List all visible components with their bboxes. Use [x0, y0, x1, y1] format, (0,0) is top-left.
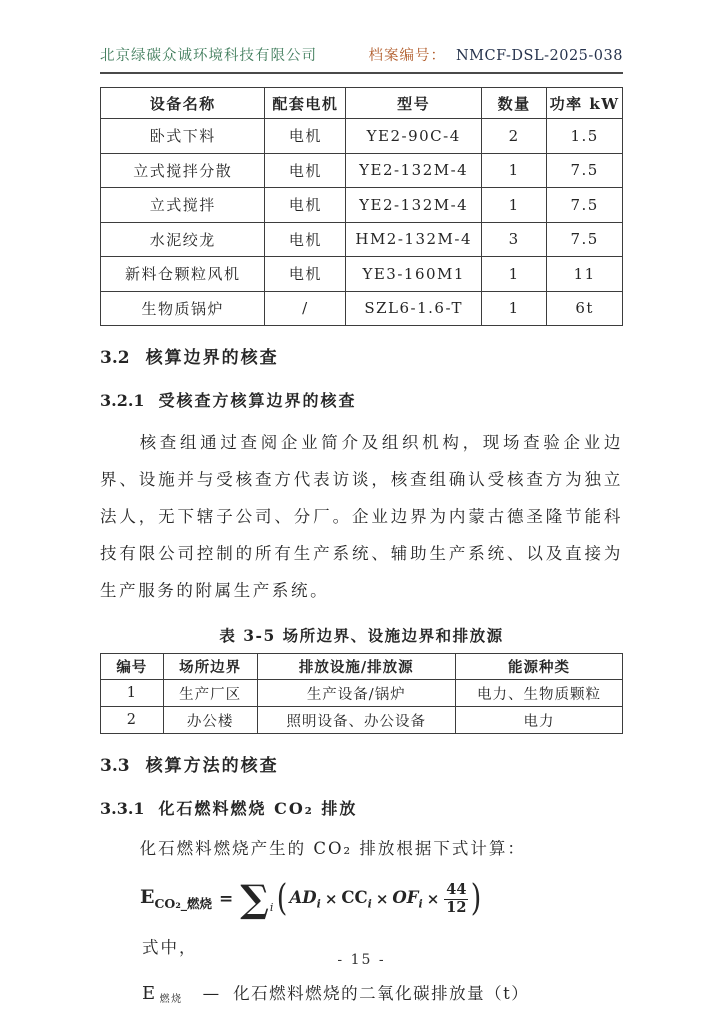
symbol-definition-line — [142, 980, 623, 1004]
cell-device-name: 卧式下料 — [101, 119, 265, 154]
cell-number: 1 — [101, 680, 164, 707]
term-carbon-content: $CC_i$ — [341, 887, 372, 911]
where-label: 式中， — [142, 938, 198, 957]
col-header-model: 型号 — [346, 88, 482, 119]
fraction-denominator: 12 — [446, 898, 467, 916]
left-paren: ( — [277, 877, 288, 919]
cell-quantity: 3 — [482, 222, 547, 257]
cell-power: 11 — [547, 257, 623, 292]
cell-motor: 电机 — [265, 188, 346, 223]
page-header — [100, 44, 623, 74]
table-row — [101, 188, 623, 223]
col-header-number: 编号 — [101, 654, 164, 680]
cell-model: YE3-160M1 — [346, 257, 482, 292]
section-number: 3.3 — [100, 756, 130, 776]
section-number: 3.2.1 — [100, 391, 145, 410]
col-header-emission-facility: 排放设施/排放源 — [257, 654, 455, 680]
boundary-paragraph: 核查组通过查阅企业简介及组织机构，现场查验企业边界、设施并与受核查方代表访谈，核查组确认受核查方为独立法人，无下辖子公司、分厂。企业边界为内蒙古德圣隆节能科技有限公司控制的所有生产系统、辅助生产系统、以及直接为生产服务的附属生产系统。 — [100, 433, 623, 600]
cell-model: SZL6-1.6-T — [346, 291, 482, 326]
right-paren: ) — [471, 877, 482, 919]
cell-power: 7.5 — [547, 153, 623, 188]
cell-site: 生产厂区 — [163, 680, 257, 707]
section-heading-3-2-1 — [100, 388, 623, 411]
archive-label: 档案编号： — [368, 48, 446, 64]
fraction-numerator: 44 — [446, 880, 467, 898]
table-row — [101, 119, 623, 154]
definition-dash: — — [202, 984, 220, 1003]
col-header-motor: 配套电机 — [265, 88, 346, 119]
cell-quantity: 2 — [482, 119, 547, 154]
cell-motor: 电机 — [265, 119, 346, 154]
archive-code: NMCF-DSL-2025-038 — [455, 48, 623, 64]
table-row — [101, 680, 623, 707]
equals-sign: = — [219, 889, 234, 909]
multiply-sign: × — [426, 890, 440, 908]
cell-model: YE2-132M-4 — [346, 188, 482, 223]
table-row — [101, 222, 623, 257]
cell-energy: 电力、生物质颗粒 — [455, 680, 622, 707]
term-activity-data: $AD_i$ — [289, 887, 321, 911]
sigma-index: i — [269, 901, 274, 915]
cell-device-name: 立式搅拌分散 — [101, 153, 265, 188]
cell-quantity: 1 — [482, 257, 547, 292]
cell-power: 6t — [547, 291, 623, 326]
table-row — [101, 291, 623, 326]
col-header-device-name: 设备名称 — [101, 88, 265, 119]
term-oxidation-factor: $OF_i$ — [392, 887, 423, 911]
cell-device-name: 水泥绞龙 — [101, 222, 265, 257]
col-header-energy-type: 能源种类 — [455, 654, 622, 680]
col-header-site-boundary: 场所边界 — [163, 654, 257, 680]
cell-motor: 电机 — [265, 257, 346, 292]
cell-quantity: 1 — [482, 153, 547, 188]
cell-power: 7.5 — [547, 188, 623, 223]
boundary-table — [100, 653, 623, 734]
section-title: 化石燃料燃烧 CO₂ 排放 — [158, 799, 358, 818]
multiply-sign: × — [324, 890, 338, 908]
page-number: - 15 - — [337, 952, 386, 968]
equipment-table-header-row — [101, 88, 623, 119]
cell-facility: 生产设备/锅炉 — [257, 680, 455, 707]
cell-power: 1.5 — [547, 119, 623, 154]
formula-intro: 化石燃料燃烧产生的 CO₂ 排放根据下式计算： — [139, 839, 526, 858]
cell-model: YE2-132M-4 — [346, 153, 482, 188]
section-heading-3-3-1 — [100, 796, 623, 819]
table-row — [101, 707, 623, 734]
cell-model: HM2-132M-4 — [346, 222, 482, 257]
cell-device-name: 新料仓颗粒风机 — [101, 257, 265, 292]
cell-device-name: 生物质锅炉 — [101, 291, 265, 326]
section-number: 3.2 — [100, 348, 130, 368]
section-heading-3-3 — [100, 751, 623, 776]
cell-quantity: 1 — [482, 291, 547, 326]
cell-motor: 电机 — [265, 222, 346, 257]
company-name: 北京绿碳众诚环境科技有限公司 — [100, 48, 317, 64]
table-row — [101, 153, 623, 188]
fraction-44-12 — [444, 882, 468, 916]
archive-number — [368, 44, 623, 65]
section-title: 核算边界的核查 — [145, 348, 279, 368]
cell-power: 7.5 — [547, 222, 623, 257]
cell-motor: 电机 — [265, 153, 346, 188]
symbol-base: E — [142, 983, 157, 1004]
sigma-symbol: ∑ — [240, 875, 269, 921]
table-row — [101, 257, 623, 292]
section-heading-3-2 — [100, 343, 623, 368]
cell-energy: 电力 — [455, 707, 622, 734]
boundary-table-header-row — [101, 654, 623, 680]
col-header-quantity: 数量 — [482, 88, 547, 119]
cell-device-name: 立式搅拌 — [101, 188, 265, 223]
section-title: 核算方法的核查 — [145, 756, 279, 776]
cell-model: YE2-90C-4 — [346, 119, 482, 154]
cell-number: 2 — [101, 707, 164, 734]
cell-site: 办公楼 — [163, 707, 257, 734]
section-title: 受核查方核算边界的核查 — [158, 391, 357, 410]
cell-quantity: 1 — [482, 188, 547, 223]
equipment-table — [100, 87, 623, 326]
col-header-power: 功率 kW — [547, 88, 623, 119]
cell-motor: / — [265, 291, 346, 326]
symbol-description: 化石燃料燃烧的二氧化碳排放量（t） — [233, 984, 530, 1003]
co2-combustion-formula — [140, 873, 623, 925]
summation — [240, 875, 275, 921]
cell-facility: 照明设备、办公设备 — [257, 707, 455, 734]
formula-lhs: $E_{CO_2\_燃烧}$ — [140, 886, 213, 911]
multiply-sign: × — [375, 890, 389, 908]
table-3-5-caption: 表 3-5 场所边界、设施边界和排放源 — [219, 626, 504, 645]
symbol-subscript: 燃烧 — [159, 994, 183, 1005]
section-number: 3.3.1 — [100, 799, 145, 818]
